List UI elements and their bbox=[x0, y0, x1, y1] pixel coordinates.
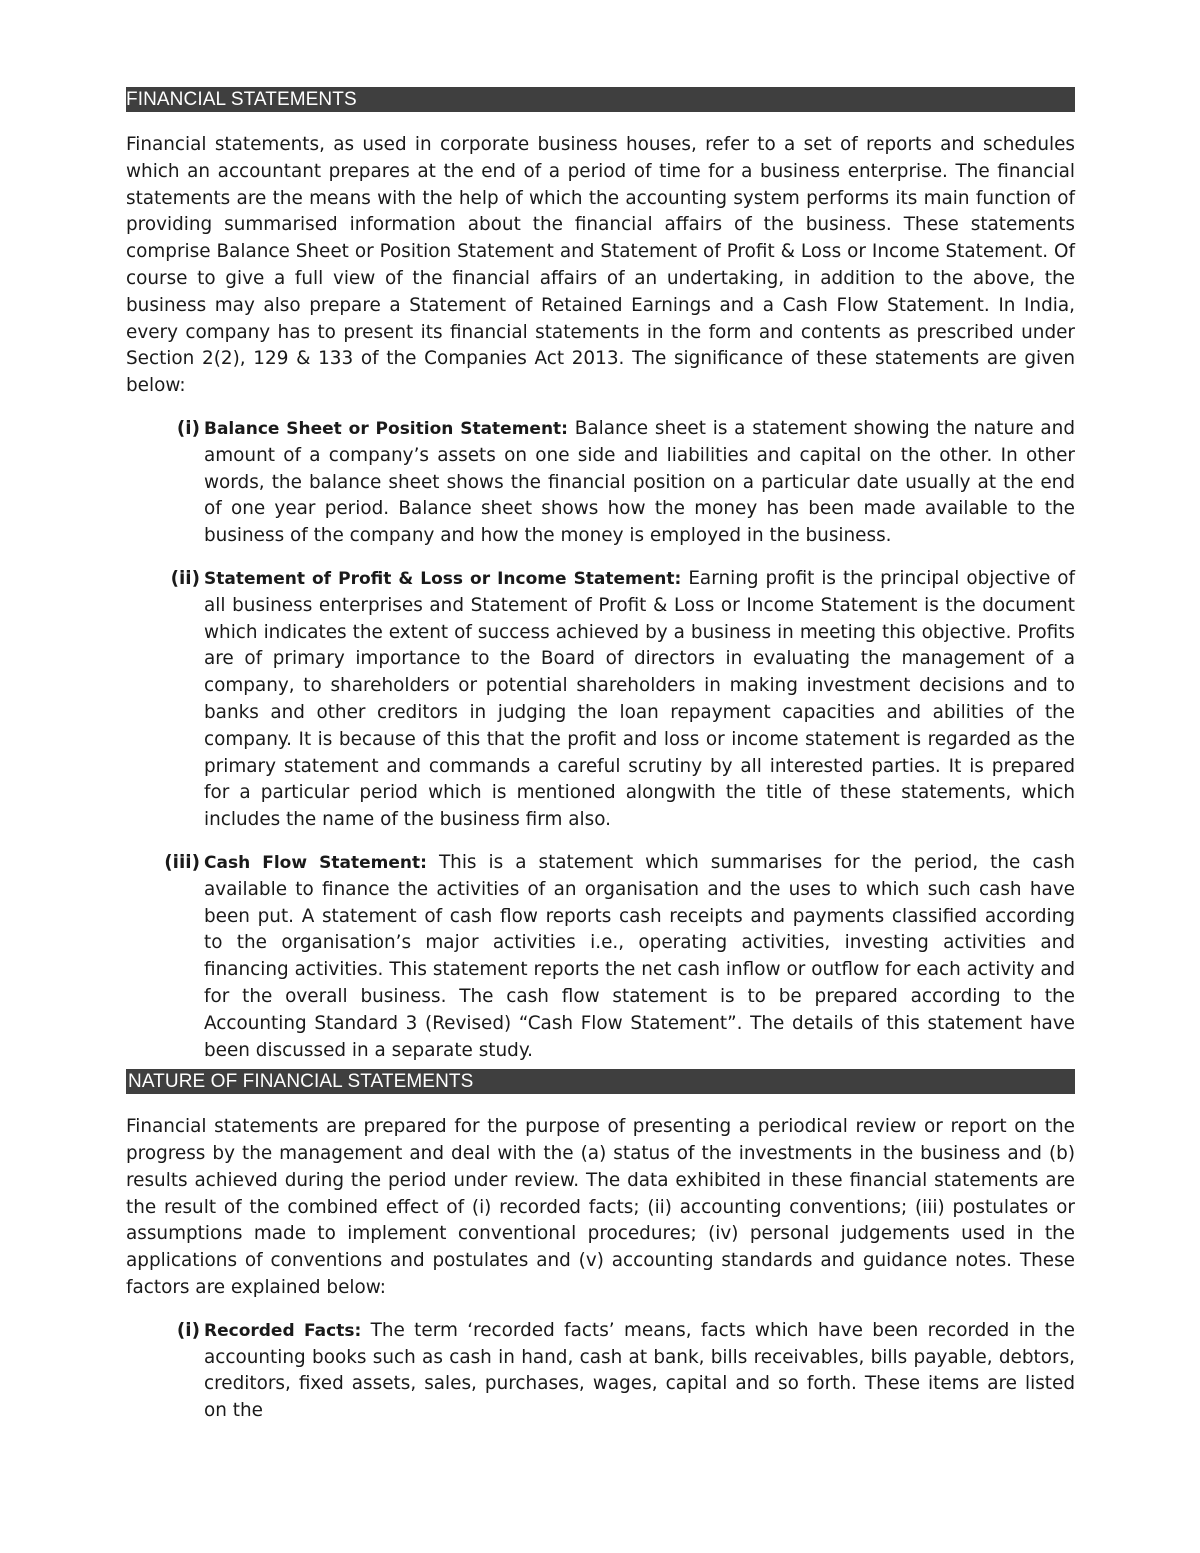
list-item-profit-loss bbox=[126, 566, 1075, 834]
list-item-term: Statement of Profit & Loss or Income Statement: bbox=[204, 568, 682, 589]
list-item-number: (i) bbox=[176, 1319, 200, 1341]
list-item-text: Balance sheet is a statement showing the nature and amount of a company’s assets on one side and liabilities and capital on the other. In other words, the balance sheet shows the financial position on a particular date usually at the end of one year period. Balance sheet shows how the money has been made available to the business of the company and how the money is employed in the business. bbox=[204, 417, 1075, 547]
list-item-recorded-facts bbox=[126, 1318, 1075, 1425]
list-item-number: (iii) bbox=[164, 851, 200, 873]
list-item-text: This is a statement which summarises for the period, the cash available to finance the activities of an organisation and the uses to which such cash have been put. A statement of cash flow reports cash receipts and payments classified according to the organisation’s major activities i.e., operating activities, investing activities and financing activities. This statement reports the net cash inflow or outflow for each activity and for the overall business. The cash flow statement is to be prepared according to the Accounting Standard 3 (Revised) “Cash Flow Statement”. The details of this statement have been discussed in a separate study. bbox=[204, 851, 1075, 1061]
list-item-text: The term ‘recorded facts’ means, facts which have been recorded in the accounting books such as cash in hand, cash at bank, bills receivables, bills payable, debtors, creditors, fixed assets, sales, purchases, wages, capital and so forth. These items are listed on the bbox=[204, 1319, 1075, 1422]
section-heading-nature: NATURE OF FINANCIAL STATEMENTS bbox=[126, 1069, 1075, 1094]
list-item-number: (i) bbox=[176, 417, 200, 439]
list-item-cash-flow bbox=[126, 850, 1075, 1064]
section-heading-financial-statements: FINANCIAL STATEMENTS bbox=[126, 87, 1075, 112]
list-item-body bbox=[204, 566, 1075, 834]
list-item-balance-sheet bbox=[126, 416, 1075, 550]
document-page bbox=[126, 87, 1075, 1425]
list-item-body bbox=[204, 850, 1075, 1064]
list-item-term: Recorded Facts: bbox=[204, 1320, 362, 1341]
section-intro-paragraph: Financial statements, as used in corporate business houses, refer to a set of reports and schedules which an accountant prepares at the end of a period of time for a business enterprise. The financial statements are the means with the help of which the accounting system performs its main function of providing summarised information about the financial affairs of the business. These statements comprise Balance Sheet or Position Statement and Statement of Profit & Loss or Income Statement. Of course to give a full view of the financial affairs of an undertaking, in addition to the above, the business may also prepare a Statement of Retained Earnings and a Cash Flow Statement. In India, every company has to present its financial statements in the form and contents as prescribed under Section 2(2), 129 & 133 of the Companies Act 2013. The significance of these statements are given below: bbox=[126, 134, 1075, 397]
list-item-body bbox=[204, 416, 1075, 550]
list-item-term: Cash Flow Statement: bbox=[204, 852, 427, 873]
list-item-body bbox=[204, 1318, 1075, 1425]
list-item-number: (ii) bbox=[170, 567, 200, 589]
section-intro-paragraph: Financial statements are prepared for the purpose of presenting a periodical review or report on the progress by the management and deal with the (a) status of the investments in the business and (b) results achieved during the period under review. The data exhibited in these financial statements are the result of the combined effect of (i) recorded facts; (ii) accounting conventions; (iii) postulates or assumptions made to implement conventional procedures; (iv) personal judgements used in the applications of conventions and postulates and (v) accounting standards and guidance notes. These factors are explained below: bbox=[126, 1116, 1075, 1299]
list-item-text: Earning profit is the principal objective of all business enterprises and Statement of Profit & Loss or Income Statement is the document which indicates the extent of success achieved by a business in meeting this objective. Profits are of primary importance to the Board of directors in evaluating the management of a company, to shareholders or potential shareholders in making investment decisions and to banks and other creditors in judging the loan repayment capacities and abilities of the company. It is because of this that the profit and loss or income statement is regarded as the primary statement and commands a careful scrutiny by all interested parties. It is prepared for a particular period which is mentioned alongwith the title of these statements, which includes the name of the business firm also. bbox=[204, 567, 1076, 831]
list-item-term: Balance Sheet or Position Statement: bbox=[204, 418, 568, 439]
